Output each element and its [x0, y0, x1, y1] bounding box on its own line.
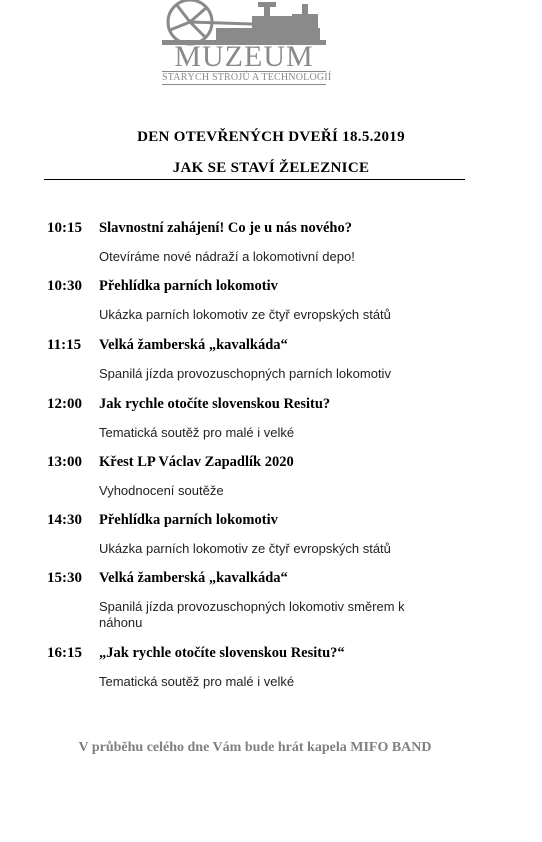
event-subtitle: JAK SE STAVÍ ŽELEZNICE: [172, 160, 370, 176]
title-divider: [44, 179, 465, 180]
schedule-time: 13:00: [47, 454, 82, 470]
schedule-title: Přehlídka parních lokomotiv: [99, 278, 278, 294]
schedule-description: Vyhodnocení soutěže: [99, 483, 224, 498]
schedule-title: Velká žamberská „kavalkáda“: [99, 337, 288, 353]
schedule-time: 14:30: [47, 512, 82, 528]
schedule-time: 11:15: [47, 337, 82, 353]
schedule-description: Ukázka parních lokomotiv ze čtyř evropských států: [99, 307, 391, 322]
event-title: DEN OTEVŘENÝCH DVEŘÍ 18.5.2019: [137, 129, 405, 145]
logo-subtitle: STARÝCH STROJŮ A TECHNOLOGIÍ: [162, 72, 332, 83]
museum-logo: [156, 0, 332, 88]
schedule-description: Spanilá jízda provozuschopných lokomotiv směrem k náhonu: [99, 599, 405, 630]
logo-wordmark: MUZEUM: [174, 40, 314, 73]
schedule-time: 16:15: [47, 645, 82, 661]
schedule-time: 12:00: [47, 396, 82, 412]
schedule-description: Tematická soutěž pro malé i velké: [99, 425, 295, 440]
schedule-time: 10:15: [47, 220, 82, 236]
footer-text: V průběhu celého dne Vám bude hrát kapela MIFO BAND: [78, 740, 432, 755]
schedule-title: Přehlídka parních lokomotiv: [99, 512, 278, 528]
footer-note: [0, 740, 510, 756]
schedule-title: Křest LP Václav Zapadlík 2020: [99, 454, 294, 470]
schedule-description: Tematická soutěž pro malé i velké: [99, 674, 295, 689]
schedule-title: „Jak rychle otočíte slovenskou Resitu?“: [99, 645, 345, 661]
schedule-description: Spanilá jízda provozuschopných parních lokomotiv: [99, 366, 391, 381]
schedule-description: Ukázka parních lokomotiv ze čtyř evropských států: [99, 541, 391, 556]
schedule-time: 15:30: [47, 570, 82, 586]
schedule-time: 10:30: [47, 278, 82, 294]
schedule-description: Otevíráme nové nádraží a lokomotivní depo!: [99, 249, 355, 264]
schedule-title: Velká žamberská „kavalkáda“: [99, 570, 288, 586]
schedule-title: Jak rychle otočíte slovenskou Resitu?: [99, 396, 331, 412]
schedule-title: Slavnostní zahájení! Co je u nás nového?: [99, 220, 352, 236]
